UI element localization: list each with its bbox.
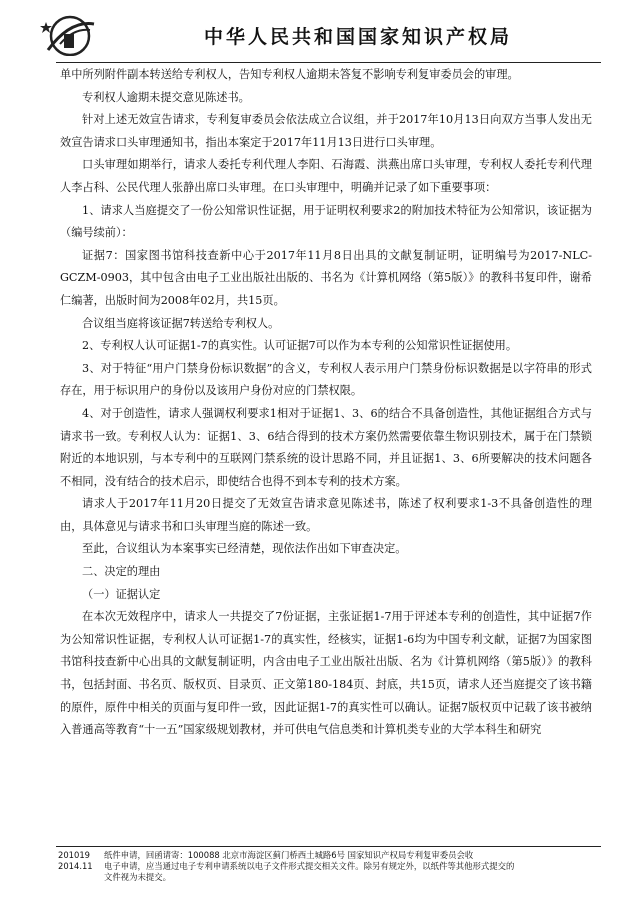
body-paragraph: （一）证据认定 [82,587,161,601]
page-footer [58,850,603,883]
header-rule [56,62,601,63]
footer-line [58,850,603,861]
body-paragraph: 合议组当庭将该证据7转送给专利权人。 [82,316,280,330]
body-paragraph: 针对上述无效宣告请求，专利复审委员会依法成立合议组，并于2017年10月13日向双方当事人发出无效宣告请求口头审理通知书，指出本案定于2017年11月13日进行口头审理。 [60,113,592,149]
document-body [60,64,592,742]
footer-text: 电子申请，应当通过电子专利申请系统以电子文件形式提交相关文件。除另有规定外，以纸件等其他形式提交的 [104,861,515,871]
footer-line [58,872,603,883]
body-paragraph: 4、对于创造性，请求人强调权利要求1相对于证据1、3、6的结合不具备创造性，其他证据组合方式与请求书一致。专利权人认为：证据1、3、6结合得到的技术方案仍然需要依靠生物识别技术，属于在门禁锁附近的本地识别，与本专利中的互联网门禁系统的设计思路不同，并且证据1、3、6所要解决的技术问题各不相同，没有结合的技术启示，即使结合也得不到本专利的技术方案。 [60,406,592,488]
footer-rule [56,846,601,847]
footer-line [58,861,603,872]
sipo-logo-icon [40,14,98,56]
body-paragraph: 3、对于特征“用户门禁身份标识数据”的含义，专利权人表示用户门禁身份标识数据是以字符串的形式存在，用于标识用户的身份以及该用户身份对应的门禁权限。 [60,361,592,398]
footer-form-code [58,872,104,883]
organization-name: 中华人民共和国国家知识产权局 [203,26,512,48]
body-paragraph: 2、专利权人认可证据1-7的真实性。认可证据7可以作为本专利的公知常识性证据使用。 [82,339,518,353]
footer-text: 文件视为未提交。 [104,872,171,882]
body-paragraph: 1、请求人当庭提交了一份公知常识性证据，用于证明权利要求2的附加技术特征为公知常识，该证据为（编号续前）： [60,203,592,240]
body-paragraph: 口头审理如期举行，请求人委托专利代理人李阳、石海霞、洪燕出席口头审理，专利权人委托专利代理人李占科、公民代理人张静出席口头审理。在口头审理中，明确并记录了如下重要事项： [60,158,592,194]
body-paragraph: 专利权人逾期未提交意见陈述书。 [82,90,250,104]
footer-text: 纸件申请，回函请寄：100088 北京市海淀区蓟门桥西土城路6号 国家知识产权局专利复审委员会收 [104,850,474,860]
footer-form-code: 2014.11 [58,861,93,871]
footer-form-code: 201019 [58,850,90,860]
body-paragraph: 二、决定的理由 [82,565,161,579]
body-paragraph: 至此，合议组认为本案事实已经清楚，现依法作出如下审查决定。 [82,542,407,556]
body-paragraph: 请求人于2017年11月20日提交了无效宣告请求意见陈述书，陈述了权利要求1-3不具备创造性的理由，具体意见与请求书和口头审理当庭的陈述一致。 [60,497,592,533]
body-paragraph: 证据7：国家图书馆科技查新中心于2017年11月8日出具的文献复制证明，证明编号为2017-NLC-GCZM-0903，其中包含由电子工业出版社出版的、书名为《计算机网络（第5版）》的教科书复印件，谢希仁编著，出版时间为2008年02月，共15页。 [60,248,592,307]
body-paragraph: 在本次无效程序中，请求人一共提交了7份证据，主张证据1-7用于评述本专利的创造性，其中证据7作为公知常识性证据，专利权人认可证据1-7的真实性，经核实，证据1-6均为中国专利文献，证据7为国家图书馆科技查新中心出具的文献复制证明，内含由电子工业出版社出版、名为《计算机网络（第5版）》的教科书，包括封面、书名页、版权页、目录页、正文第180-184页、封底，共15页，请求人还当庭提交了该书籍的原件，原件中相关的页面与复印件一致，因此证据1-7的真实性可以确认。证据7版权页中记载了该书被纳入普通高等教育“十一五”国家级规划教材，并可供电气信息类和计算机类专业的大学本科生和研究 [60,610,592,737]
page-header [0,0,640,62]
body-paragraph: 单中所列附件副本转送给专利权人，告知专利权人逾期未答复不影响专利复审委员会的审理。 [60,68,519,81]
